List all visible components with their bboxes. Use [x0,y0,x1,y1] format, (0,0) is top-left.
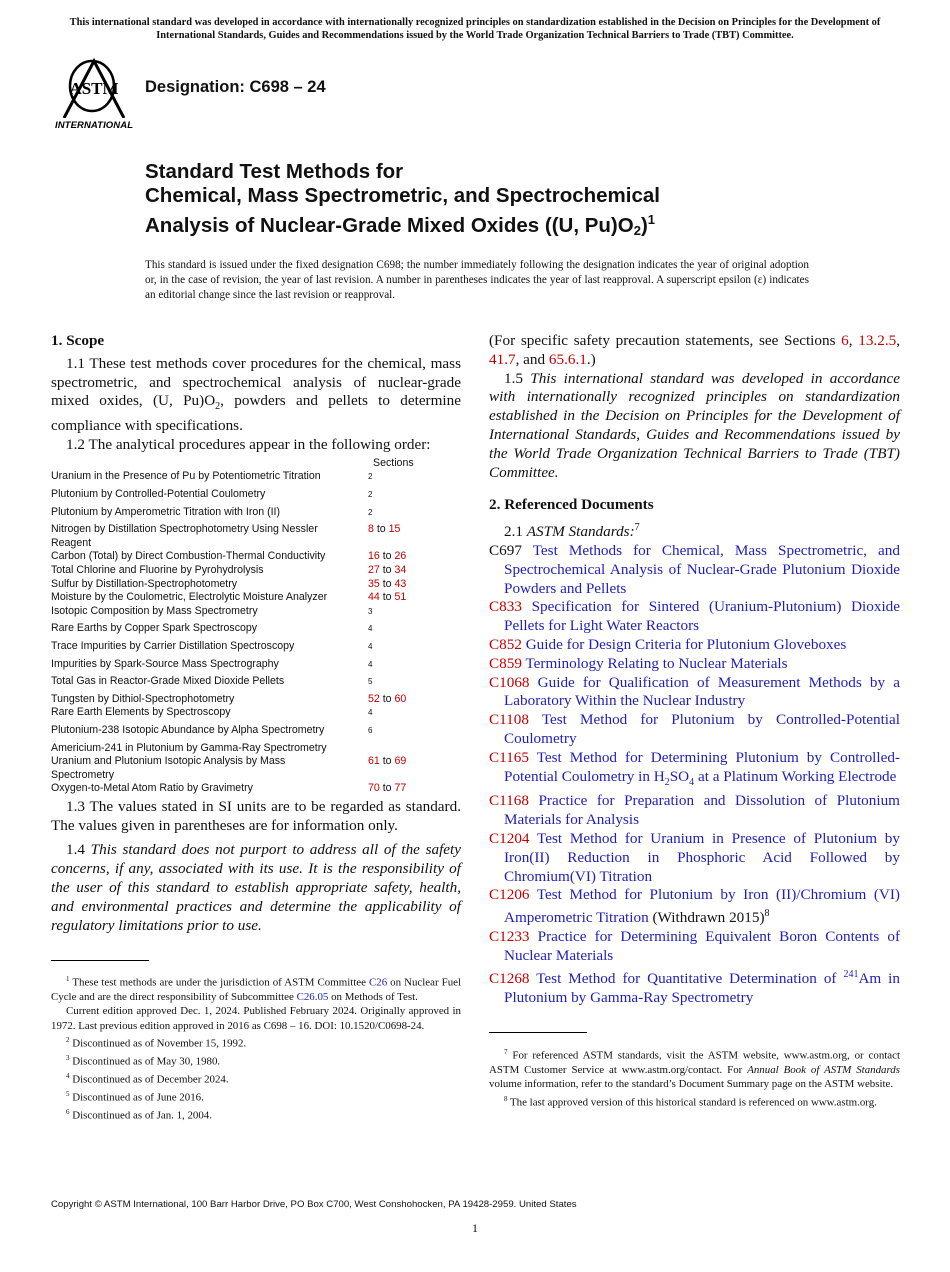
sections-row [51,523,461,537]
reference-code[interactable]: C852 [489,636,522,654]
section-title: Trace Impurities by Carrier Distillation Spectroscopy [51,639,295,652]
sections-row [51,622,461,640]
reference-item [489,792,900,830]
section-link[interactable]: 69 [394,755,407,768]
section-numbers [363,769,368,783]
sections-row [51,769,461,783]
section-numbers: 8 to 15 [368,523,401,536]
reference-title-link[interactable]: Test Method for Plutonium by Controlled-Potential Coulometry [504,711,900,747]
section-title: Moisture by the Coulometric, Electrolytic Moisture Analyzer [51,591,328,604]
section-title: Rare Earths by Copper Spark Spectroscopy [51,622,258,635]
scope-heading: 1. Scope [51,332,105,349]
safety-sections-ref: (For specific safety precaution statements, see Sections 6, 13.2.5, 41.7, and 65.6.1.) [489,332,900,368]
reference-item: C1206 Test Method for Plutonium by Iron (II)/Chromium (VI) Amperometric Titration (Withdrawn 2015)$^8$ [489,886,900,927]
footnotes-left [51,972,461,1123]
sections-row [51,537,461,551]
sections-row [51,755,461,769]
footnote-divider-right [489,1032,587,1033]
section-link[interactable]: 15 [388,523,401,536]
reference-title-link[interactable]: Test Methods for Chemical, Mass Spectrometric, and Spectrochemical Analysis of Nuclear-Grade Plutonium Dioxide Powders and Pellets [504,542,900,597]
section-title: Oxygen-to-Metal Atom Ratio by Gravimetry [51,782,253,795]
section-title: Americium-241 in Plutonium by Gamma-Ray Spectrometry [51,741,327,754]
footnote-divider-left [51,960,149,961]
sections-row [51,591,461,605]
para-1-1: 1.1 These test methods cover procedures for the chemical, mass spectrometric, and spectrochemical analysis of nuclear-grade mixed oxides, (U, $Pu)O_2$, powders and pellets to determine compliance with specifications. [51,354,461,435]
reference-code[interactable]: C1068 [489,673,530,691]
section-link[interactable]: 60 [394,692,407,705]
section-numbers: 70 to 77 [368,782,407,795]
reference-title-link[interactable]: Practice for Preparation and Dissolution of Plutonium Materials for Analysis [504,792,900,829]
para-2-1: 2.1 ASTM Standards:$^7$ [504,522,640,541]
reference-item [489,711,900,749]
section-numbers: 2 [368,507,373,517]
section-numbers: 4 [368,624,373,634]
reference-code[interactable]: C1204 [489,830,530,848]
reference-list [489,542,900,1007]
reference-title-link[interactable]: Terminology Relating to Nuclear Materials [525,654,788,672]
section-link[interactable]: 16 [368,550,380,563]
section-numbers [363,742,368,756]
link-c26[interactable]: C26 [368,976,388,989]
link-section-65-6-1[interactable]: 65.6.1 [548,350,587,368]
section-title: Impurities by Spark-Source Mass Spectrography [51,657,279,670]
reference-title-link[interactable]: Guide for Design Criteria for Plutonium Gloveboxes [525,636,847,654]
section-title: Uranium in the Presence of Pu by Potentiometric Titration [51,470,321,483]
sections-row [51,506,461,524]
section-numbers: 5 [368,677,373,687]
referenced-documents-heading: 2. Referenced Documents [489,496,654,514]
section-link[interactable]: 77 [394,782,407,795]
link-c26-05[interactable]: C26.05 [296,991,329,1004]
section-link[interactable]: 26 [394,550,407,563]
footnotes-right [489,1045,900,1110]
section-numbers: 52 to 60 [368,692,407,705]
reference-item [489,636,900,655]
sections-row [51,640,461,658]
sections-row [51,724,461,742]
section-numbers: 44 to 51 [368,591,407,604]
reference-code[interactable]: C1165 [489,748,529,766]
issuance-note: This standard is issued under the fixed designation C698; the number immediately following the designation indicates the year of original adoption or, in the case of revision, the year of last revision. A number in parentheses indicates the year of last reapproval. A superscript epsilon (ε) indicates an editorial change since the last revision or reapproval. [145,259,809,301]
title-line-1: Standard Test Methods for [145,160,404,183]
section-title: Sulfur by Distillation-Spectrophotometry [51,577,238,590]
reference-title-link[interactable]: Practice for Determining Equivalent Boron Contents of Nuclear Materials [504,928,901,964]
section-numbers: 16 to 26 [368,550,407,563]
reference-code: C697 [489,542,522,560]
section-title: Plutonium by Amperometric Titration with Iron (II) [51,505,281,518]
link-section-41-7[interactable]: 41.7 [489,350,516,368]
footnote-7: $^7$ For referenced ASTM standards, visit the ASTM website, www.astm.org, or contact ASTM Customer Service at www.astm.org/contact. For Annual Book of ASTM Standards volume information, refer to the standard’s Document Summary page on the ASTM website. [489,1048,900,1091]
section-numbers [363,537,368,551]
reference-title-link[interactable]: Test Method for Plutonium by Iron (II)/Chromium (VI) Amperometric Titration [504,886,900,927]
reference-code[interactable]: C859 [489,654,522,672]
reference-title-link[interactable]: Guide for Qualification of Measurement Methods by a Laboratory Within the Nuclear Industry [504,673,900,710]
sections-row [51,742,461,756]
footnote-4: $^4$ Discontinued as of December 2024. [66,1072,229,1086]
section-title: Tungsten by Dithiol-Spectrophotometry [51,692,235,705]
sections-row [51,488,461,506]
reference-code[interactable]: C1206 [489,886,530,904]
reference-item [489,749,900,793]
sections-row [51,470,461,488]
section-link[interactable]: 61 [368,755,380,768]
footnote-1: $^1$ These test methods are under the jurisdiction of ASTM Committee C26 on Nuclear Fuel Cycle and are the direct responsibility of Subcommittee C26.05 on Methods of Test. [51,975,461,1004]
reference-code[interactable]: C1108 [489,711,529,729]
section-numbers: 6 [368,725,373,735]
section-numbers: 61 to 69 [368,755,407,768]
section-title: Carbon (Total) by Direct Combustion-Thermal Conductivity [51,550,326,563]
link-section-13-2-5[interactable]: 13.2.5 [858,332,897,349]
footnote-2: $^2$ Discontinued as of November 15, 1992. [66,1036,247,1050]
section-link[interactable]: 8 [368,523,374,536]
section-numbers: 4 [368,708,373,718]
sections-header: Sections [373,456,414,469]
reference-title-link[interactable]: Specification for Sintered (Uranium-Plutonium) Dioxide Pellets for Light Water Reactors [504,598,900,635]
footnote-8: $^8$ The last approved version of this historical standard is referenced on www.astm.org. [504,1094,877,1109]
section-link[interactable]: 43 [394,577,407,590]
reference-title-link[interactable]: Test Method for Quantitative Determination of $^{241}$Am in Plutonium by Gamma-Ray Spectrometry [504,968,900,1006]
designation: Designation: C698 – 24 [145,78,326,96]
footnote-1-edition: Current edition approved Dec. 1, 2024. Published February 2024. Originally approved in 1972. Last previous edition approved in 2016 as C698 – 16. DOI: 10.1520/C0698-24. [51,1005,461,1032]
para-1-3: 1.3 The values stated in SI units are to be regarded as standard. The values given in parentheses are for information only. [51,797,461,834]
section-title: Isotopic Composition by Mass Spectrometry [51,604,258,617]
section-title: Reagent [51,536,92,549]
sections-row [51,578,461,592]
section-link[interactable]: 27 [368,563,380,576]
page-number: 1 [472,1221,478,1235]
copyright-line: Copyright © ASTM International, 100 Barr Harbor Drive, PO Box C700, West Conshohocken, PA 19428-2959. United States [51,1199,577,1210]
sections-row [51,550,461,564]
sections-row [51,706,461,724]
section-link[interactable]: 52 [368,692,380,705]
section-title: Nitrogen by Distillation Spectrophotometry Using Nessler [51,523,318,536]
section-link[interactable]: 35 [368,577,380,590]
section-title: Rare Earth Elements by Spectroscopy [51,706,231,719]
section-title: Plutonium-238 Isotopic Abundance by Alpha Spectrometry [51,723,325,736]
para-1-4: 1.4 This standard does not purport to address all of the safety concerns, if any, associated with its use. It is the responsibility of the user of this standard to establish appropriate safety, health, and environmental practices and determine the applicability of regulatory limitations prior to use. [51,841,462,934]
section-numbers: 35 to 43 [368,577,407,590]
sections-row [51,675,461,693]
svg-text:ASTM: ASTM [69,79,119,98]
sections-table [51,457,461,796]
reference-item [489,598,900,636]
section-title: Total Gas in Reactor-Grade Mixed Dioxide Pellets [51,675,285,688]
para-1-2: 1.2 The analytical procedures appear in the following order: [66,436,431,454]
left-column [51,332,461,935]
reference-title-link[interactable]: Test Method for Uranium in Presence of Plutonium by Iron(II) Reduction in Phosphoric Acid Followed by Chromium(VI) Titration [504,830,900,885]
astm-logo [54,58,134,130]
section-numbers: 27 to 34 [368,563,407,576]
sections-row [51,564,461,578]
section-link[interactable]: 70 [368,782,380,795]
section-title: Uranium and Plutonium Isotopic Analysis by Mass [51,755,286,768]
withdrawn-note: (Withdrawn 2015) [648,909,765,927]
reference-code[interactable]: C1168 [489,792,529,810]
section-link[interactable]: 51 [394,591,407,604]
sections-row [51,658,461,676]
sections-row [51,693,461,707]
section-title: Total Chlorine and Fluorine by Pyrohydrolysis [51,563,264,576]
section-title: Plutonium by Controlled-Potential Coulometry [51,488,266,500]
footnote-5: $^5$ Discontinued as of June 2016. [66,1090,204,1104]
reference-item [489,655,900,674]
para-1-5: 1.5 This international standard was developed in accordance with internationally recognized principles on standardization established in the Decision on Principles for the Development of International Standards, Guides and Recommendations issued by the World Trade Organization Technical Barriers to Trade (TBT) Committee. [489,369,901,481]
tbt-notice: This international standard was developed in accordance with internationally recognized principles on standardization established in the Decision on Principles for the Development of International Standards, Guides and Recommendations issued by the World Trade Organization Technical Barriers to Trade (TBT) Committee. [69,17,881,41]
title-line-2: Chemical, Mass Spectrometric, and Spectrochemical [145,184,660,207]
reference-item [489,542,900,598]
document-title [145,160,865,243]
section-numbers: 4 [368,641,373,651]
reference-title-link[interactable]: Test Method for Determining Plutonium by Controlled-Potential Coulometry in $H_2SO_4$ at a Platinum Working Electrode [504,748,900,788]
right-column [489,332,900,1007]
reference-item [489,966,900,1008]
reference-item [489,674,900,712]
svg-text:INTERNATIONAL: INTERNATIONAL [55,120,133,130]
section-numbers: 4 [368,659,373,669]
title-line-3: Analysis of Nuclear-Grade Mixed Oxides ((U, $Pu)O_2)^1$ [145,212,656,238]
sections-row [51,605,461,623]
sections-row [51,782,461,796]
section-link[interactable]: 44 [368,591,380,604]
reference-code[interactable]: C1233 [489,928,530,946]
link-section-6[interactable]: 6 [841,332,849,349]
footnote-6: $^6$ Discontinued as of Jan. 1, 2004. [66,1108,212,1122]
reference-item [489,830,900,886]
section-numbers: 2 [368,490,373,499]
section-title: Spectrometry [51,768,114,781]
section-numbers: 3 [368,606,373,616]
reference-item [489,928,900,966]
footnote-3: $^3$ Discontinued as of May 30, 1980. [66,1054,221,1068]
section-numbers: 2 [368,472,373,482]
reference-code[interactable]: C833 [489,598,522,616]
reference-code[interactable]: C1268 [489,969,530,987]
section-link[interactable]: 34 [394,563,407,576]
